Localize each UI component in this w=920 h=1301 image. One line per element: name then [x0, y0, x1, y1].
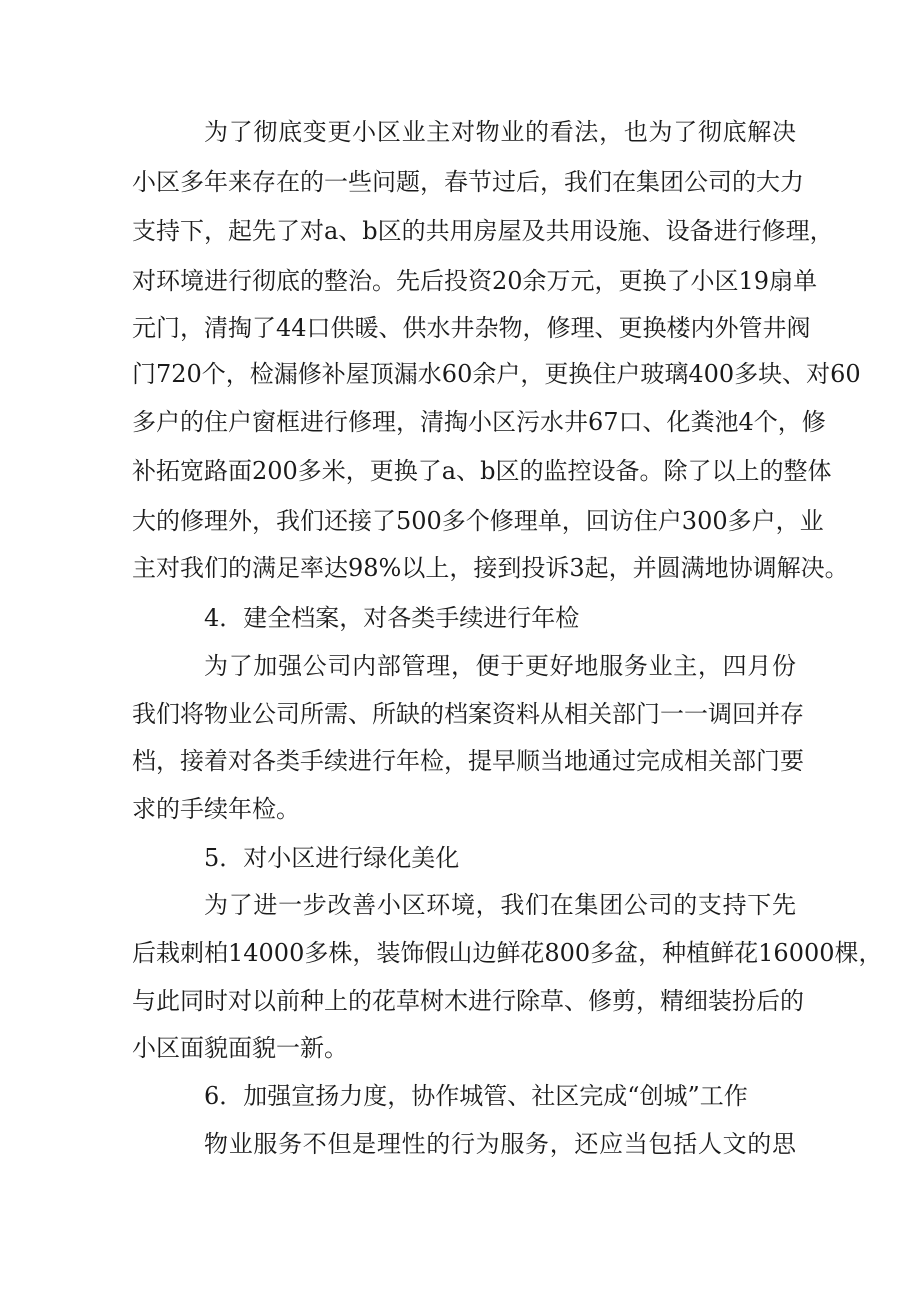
paragraph-line: 对环境进行彻底的整治。先后投资20余万元，更换了小区19扇单 — [132, 267, 818, 295]
paragraph-line: 为了进一步改善小区环境，我们在集团公司的支持下先 — [204, 891, 796, 919]
paragraph-line: 门720个，检漏修补屋顶漏水60余户，更换住户玻璃400多块、对60 — [132, 360, 861, 388]
paragraph-line: 为了彻底变更小区业主对物业的看法，也为了彻底解决 — [204, 118, 796, 146]
paragraph-line: 小区面貌面貌一新。 — [132, 1034, 348, 1062]
paragraph-line: 与此同时对以前种上的花草树木进行除草、修剪，精细装扮后的 — [132, 987, 804, 1015]
paragraph-line: 后栽刺柏14000多株，装饰假山边鲜花800多盆，种植鲜花16000棵， — [132, 939, 883, 967]
paragraph-line: 大的修理外，我们还接了500多个修理单，回访住户300多户，业 — [132, 507, 824, 535]
paragraph-line: 档，接着对各类手续进行年检，提早顺当地通过完成相关部门要 — [132, 747, 804, 775]
section-heading: 5．对小区进行绿化美化 — [204, 844, 460, 872]
section-heading: 4．建全档案，对各类手续进行年检 — [204, 604, 580, 632]
paragraph-line: 多户的住户窗框进行修理，清掏小区污水井67口、化粪池4个，修 — [132, 408, 826, 436]
paragraph-line: 我们将物业公司所需、所缺的档案资料从相关部门一一调回并存 — [132, 700, 804, 728]
section-heading: 6．加强宣扬力度，协作城管、社区完成“创城”工作 — [204, 1082, 748, 1110]
paragraph-line: 为了加强公司内部管理，便于更好地服务业主，四月份 — [204, 652, 796, 680]
paragraph-line: 求的手续年检。 — [132, 795, 300, 823]
paragraph-line: 小区多年来存在的一些问题，春节过后，我们在集团公司的大力 — [132, 168, 804, 196]
paragraph-line: 支持下，起先了对a、b区的共用房屋及共用设施、设备进行修理， — [132, 217, 834, 245]
paragraph-line: 元门，清掏了44口供暖、供水井杂物，修理、更换楼内外管井阀 — [132, 314, 811, 342]
paragraph-line: 补拓宽路面200多米，更换了a、b区的监控设备。除了以上的整体 — [132, 457, 832, 485]
paragraph-line: 主对我们的满足率达98%以上，接到投诉3起，并圆满地协调解决。 — [132, 554, 849, 582]
paragraph-line: 物业服务不但是理性的行为服务，还应当包括人文的思 — [204, 1130, 796, 1158]
